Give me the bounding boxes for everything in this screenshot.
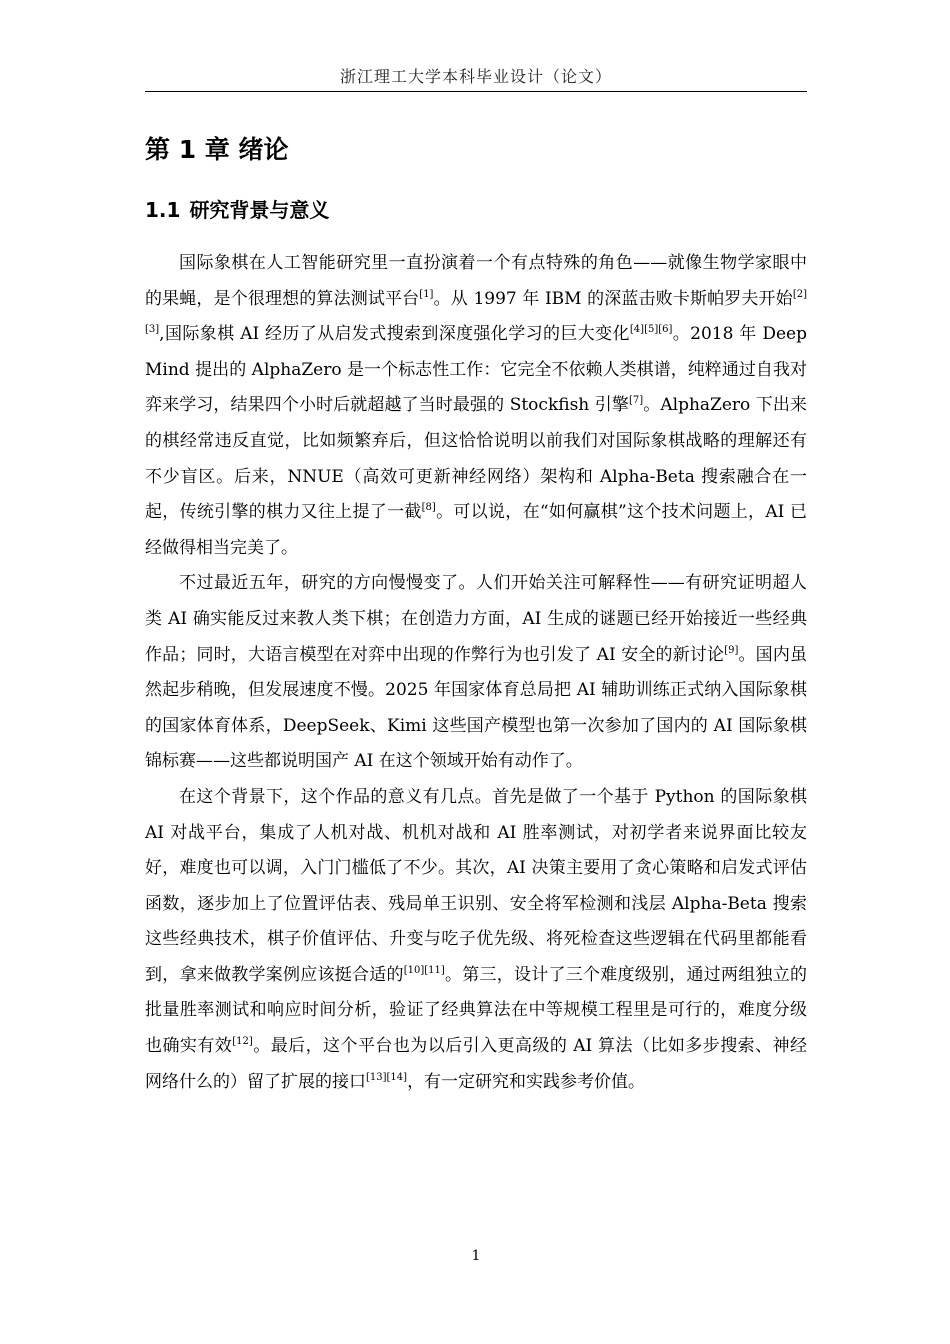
citation-marker: [12] xyxy=(232,1036,253,1048)
section-title xyxy=(145,194,329,226)
document-page xyxy=(145,0,807,1344)
text-run: ,国际象棋 AI 经历了从启发式搜索到深度强化学习的巨大变化 xyxy=(159,324,630,345)
text-run: 国际象棋在人工智能研究里一直扮演着一个有点特殊的角色——就像生物学家眼中的果蝇，是个很理想的算法测试平台 xyxy=(145,253,807,309)
section-number: 1.1 xyxy=(145,198,181,222)
body-text xyxy=(145,246,807,1100)
text-run: 在这个背景下，这个作品的意义有几点。首先是做了一个基于 Python 的国际象棋 AI 对战平台，集成了人机对战、机机对战和 AI 胜率测试，对初学者来说界面比较友好，难度也可以调，入门门槛低了不少。其次，AI 决策主要用了贪心策略和启发式评估函数，逐步加上了位置评估表、残局单王识别、安全将军检测和浅层 Alpha-Beta 搜索这些经典技术，棋子价值评估、升变与吃子优先级、将死检查这些逻辑在代码里都能看到，拿来做教学案例应该挺合适的 xyxy=(145,786,807,985)
text-run: 。从 1997 年 IBM 的深蓝击败卡斯帕罗夫开始 xyxy=(433,288,793,309)
text-run: 。AlphaZero 下出来的棋经常违反直觉，比如频繁弃后，但这恰恰说明以前我们对国际象棋战略的理解还有不少盲区。后来，NNUE（高效可更新神经网络）架构和 Alpha-Beta 搜索融合在一起，传统引擎的棋力又往上提了一截 xyxy=(145,395,807,523)
text-run: ，有一定研究和实践参考价值。 xyxy=(407,1071,646,1092)
paragraph-1 xyxy=(145,246,807,566)
citation-marker: [10][11] xyxy=(403,964,445,976)
text-run: 。第三，设计了三个难度级别，通过两组独立的批量胜率测试和响应时间分析，验证了经典算法在中等规模工程里是可行的，难度分级也确实有效 xyxy=(145,964,808,1057)
chapter-title: 第 1 章 绪论 xyxy=(145,135,289,164)
text-run: 。国内虽然起步稍晚，但发展速度不慢。2025 年国家体育总局把 AI 辅助训练正式纳入国际象棋的国家体育体系，DeepSeek、Kimi 这些国产模型也第一次参加了国内的 AI 国际象棋锦标赛——这些都说明国产 AI 在这个领域开始有动作了。 xyxy=(145,644,807,772)
citation-marker: [13][14] xyxy=(366,1071,408,1083)
text-run: 。2018 年 DeepMind 提出的 AlphaZero 是一个标志性工作：它完全不依赖人类棋谱，纯粹通过自我对弈来学习，结果四个小时后就超越了当时最强的 Stockfish 引擎 xyxy=(145,324,807,416)
citation-marker: [4][5][6] xyxy=(629,324,673,336)
section-heading-text: 研究背景与意义 xyxy=(189,198,330,222)
paragraph-3 xyxy=(145,780,807,1100)
header-rule xyxy=(145,91,807,92)
text-run: 。可以说，在“如何赢棋”这个技术问题上，AI 已经做得相当完美了。 xyxy=(145,502,808,558)
citation-marker: [7] xyxy=(628,395,644,407)
page-number: 1 xyxy=(471,1248,481,1264)
citation-marker: [2][3] xyxy=(145,288,807,336)
citation-marker: [1] xyxy=(419,288,434,300)
text-run: 不过最近五年，研究的方向慢慢变了。人们开始关注可解释性——有研究证明超人类 AI 确实能反过来教人类下棋；在创造力方面，AI 生成的谜题已经开始接近一些经典作品；同时，大语言模型在对弈中出现的作弊行为也引发了 AI 安全的新讨论 xyxy=(145,573,807,665)
citation-marker: [8] xyxy=(421,502,436,514)
citation-marker: [9] xyxy=(724,644,739,656)
paragraph-2 xyxy=(145,566,807,780)
text-run: 。最后，这个平台也为以后引入更高级的 AI 算法（比如多步搜索、神经网络什么的）留了扩展的接口 xyxy=(145,1036,808,1092)
running-header: 浙江理工大学本科毕业设计（论文） xyxy=(339,67,612,86)
